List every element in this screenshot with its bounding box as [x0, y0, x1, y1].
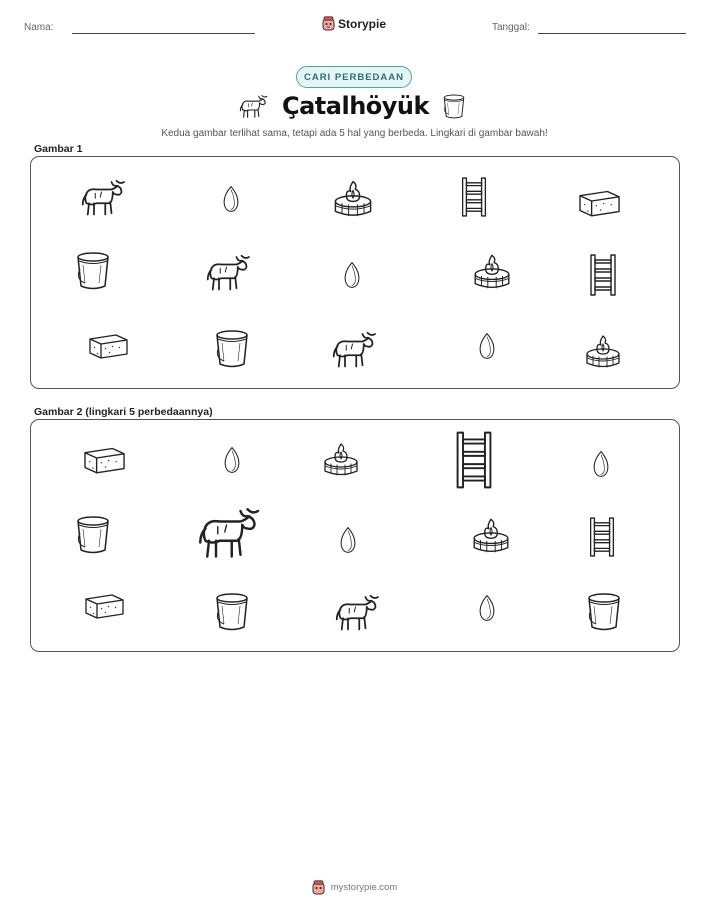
ladder-icon[interactable]	[584, 514, 620, 560]
bucket-icon[interactable]	[584, 588, 624, 634]
footer-url: mystorypie.com	[330, 882, 398, 893]
brand-logo	[322, 16, 386, 31]
activity-badge: CARI PERBEDAAN	[296, 66, 412, 88]
page-title: Çatalhöyük	[282, 92, 429, 120]
section-2-label: Gambar 2 (lingkari 5 perbedaannya)	[34, 406, 213, 418]
mudbrick-icon	[83, 326, 133, 362]
fire-pit-icon	[471, 249, 513, 291]
ladder-icon[interactable]	[448, 427, 500, 493]
title-row	[0, 90, 709, 124]
ladder-icon	[584, 252, 622, 298]
seed-icon[interactable]	[474, 588, 500, 628]
storypie-mascot-icon	[322, 16, 335, 31]
bull-icon	[330, 327, 380, 371]
footer	[0, 880, 709, 895]
bull-icon[interactable]	[195, 502, 265, 562]
fire-pit-icon	[583, 330, 623, 370]
fire-pit-icon[interactable]	[321, 438, 361, 478]
name-line	[72, 33, 255, 34]
picture-1-panel	[30, 156, 680, 389]
fire-pit-icon	[331, 175, 375, 219]
bull-icon[interactable]	[333, 590, 383, 634]
name-label: Nama:	[24, 22, 54, 33]
mudbrick-icon	[574, 182, 624, 220]
date-label: Tanggal:	[492, 22, 530, 33]
bucket-icon	[441, 90, 467, 122]
bucket-icon[interactable]	[73, 511, 113, 557]
bucket-icon	[212, 325, 252, 371]
bull-icon	[238, 92, 270, 120]
brand-name: Storypie	[338, 16, 387, 31]
seed-icon	[339, 255, 365, 295]
bucket-icon	[73, 248, 113, 292]
date-line	[538, 33, 686, 34]
fire-pit-icon[interactable]	[470, 513, 512, 555]
seed-icon[interactable]	[219, 440, 245, 480]
mudbrick-icon[interactable]	[79, 439, 129, 477]
bull-icon	[204, 250, 254, 294]
seed-icon	[218, 177, 244, 221]
bull-icon	[79, 175, 129, 219]
picture-2-panel[interactable]	[30, 419, 680, 652]
worksheet-header	[0, 16, 709, 40]
ladder-icon	[456, 174, 492, 220]
section-1-label: Gambar 1	[34, 143, 83, 155]
storypie-mascot-icon	[312, 880, 325, 895]
instructions: Kedua gambar terlihat sama, tetapi ada 5 hal yang berbeda. Lingkari di gambar bawah!	[161, 128, 548, 139]
seed-icon[interactable]	[588, 442, 614, 486]
bucket-icon[interactable]	[212, 588, 252, 634]
seed-icon[interactable]	[335, 520, 361, 560]
mudbrick-icon[interactable]	[79, 586, 129, 622]
seed-icon	[474, 326, 500, 366]
